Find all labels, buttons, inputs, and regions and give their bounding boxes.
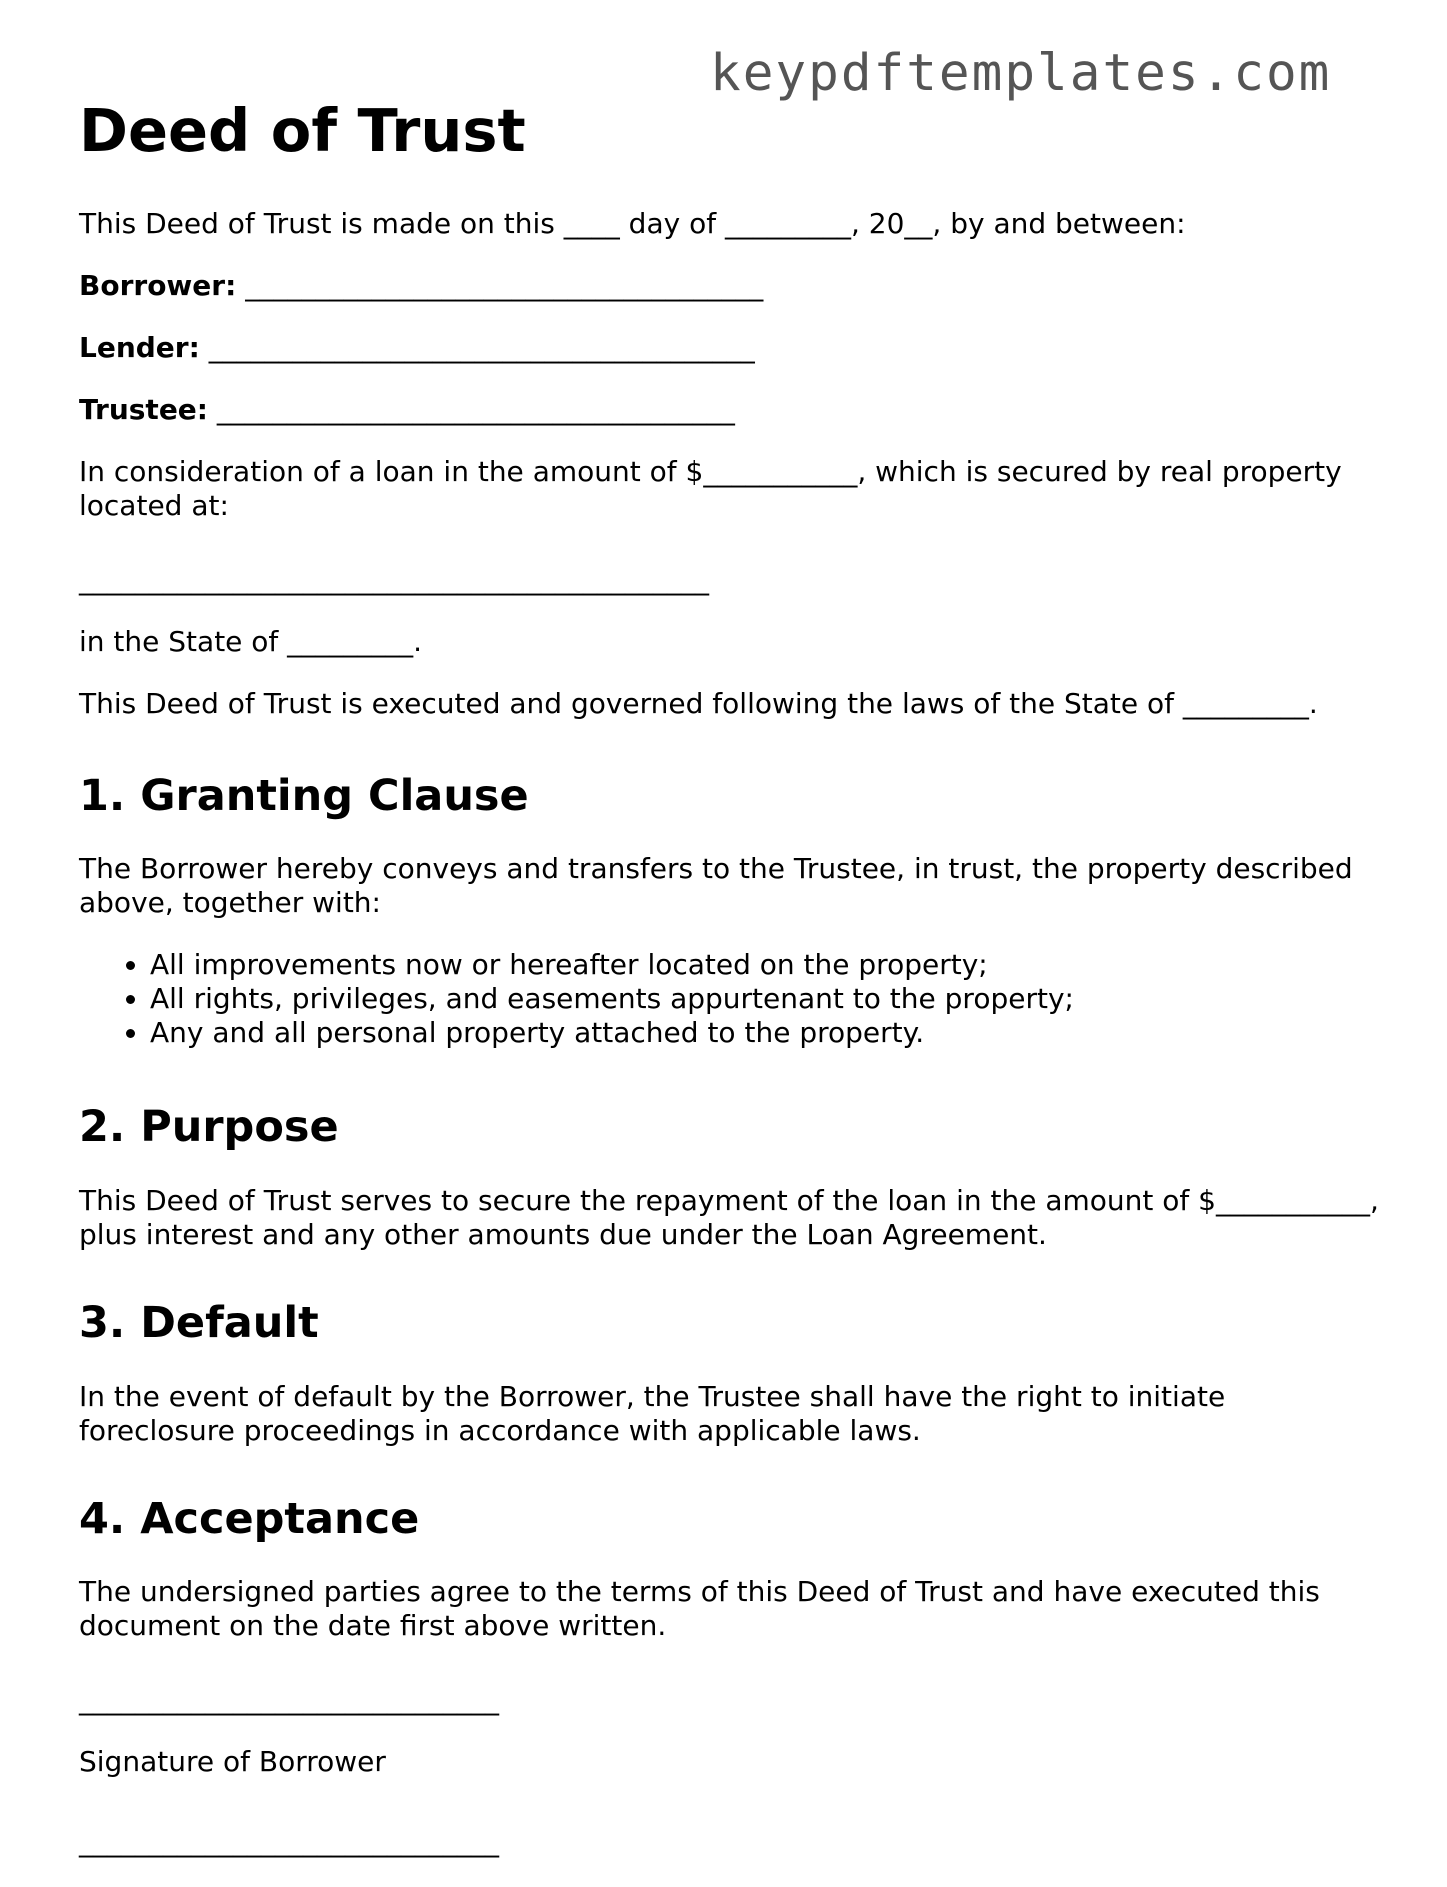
second-signature-line[interactable]: ______________________________ xyxy=(79,1825,499,1859)
default-heading: 3. Default xyxy=(79,1297,319,1348)
granting-clause-list xyxy=(79,948,1379,1050)
list-item: • Any and all personal property attached to the property. xyxy=(150,1016,1379,1050)
list-item: • All improvements now or hereafter located on the property; xyxy=(150,948,1379,982)
trustee-blank[interactable]: _____________________________________ xyxy=(216,392,735,426)
borrower-signature-label: Signature of Borrower xyxy=(79,1745,386,1779)
default-text: In the event of default by the Borrower, the Trustee shall have the right to initiate foreclosure proceedings in accordance with applicable laws. xyxy=(79,1379,1226,1447)
lender-field xyxy=(79,331,1379,365)
borrower-blank[interactable]: _____________________________________ xyxy=(245,268,764,302)
document-title: Deed of Trust xyxy=(79,96,526,165)
address-blank[interactable]: _____________________________________________ xyxy=(79,562,709,596)
borrower-signature-line[interactable]: ______________________________ xyxy=(79,1683,499,1717)
borrower-field xyxy=(79,269,1379,303)
governing-paragraph: This Deed of Trust is executed and governed following the laws of the State of _________. xyxy=(79,686,1318,720)
granting-clause-text: The Borrower hereby conveys and transfers to the Trustee, in trust, the property described above, together with: xyxy=(79,852,1353,920)
trustee-field xyxy=(79,393,1379,427)
consideration-paragraph: In consideration of a loan in the amount of $___________, which is secured by real property located at: xyxy=(79,454,1342,522)
watermark: keypdftemplates.com xyxy=(710,44,1332,103)
state-paragraph: in the State of _________. xyxy=(79,624,423,658)
granting-clause-heading: 1. Granting Clause xyxy=(79,770,529,821)
trustee-label: Trustee: xyxy=(79,392,208,426)
purpose-heading: 2. Purpose xyxy=(79,1102,339,1153)
lender-blank[interactable]: _______________________________________ xyxy=(208,330,755,364)
purpose-text: This Deed of Trust serves to secure the repayment of the loan in the amount of $___________, plus interest and any other amounts due under the Loan Agreement. xyxy=(79,1183,1379,1251)
intro-paragraph: This Deed of Trust is made on this ____ day of _________, 20__, by and between: xyxy=(79,206,1186,240)
acceptance-heading: 4. Acceptance xyxy=(79,1493,420,1544)
document-page xyxy=(79,96,1379,1887)
lender-label: Lender: xyxy=(79,330,200,364)
acceptance-text: The undersigned parties agree to the terms of this Deed of Trust and have executed this document on the date first above written. xyxy=(79,1575,1320,1643)
list-item: • All rights, privileges, and easements appurtenant to the property; xyxy=(150,982,1379,1016)
borrower-label: Borrower: xyxy=(79,268,237,302)
